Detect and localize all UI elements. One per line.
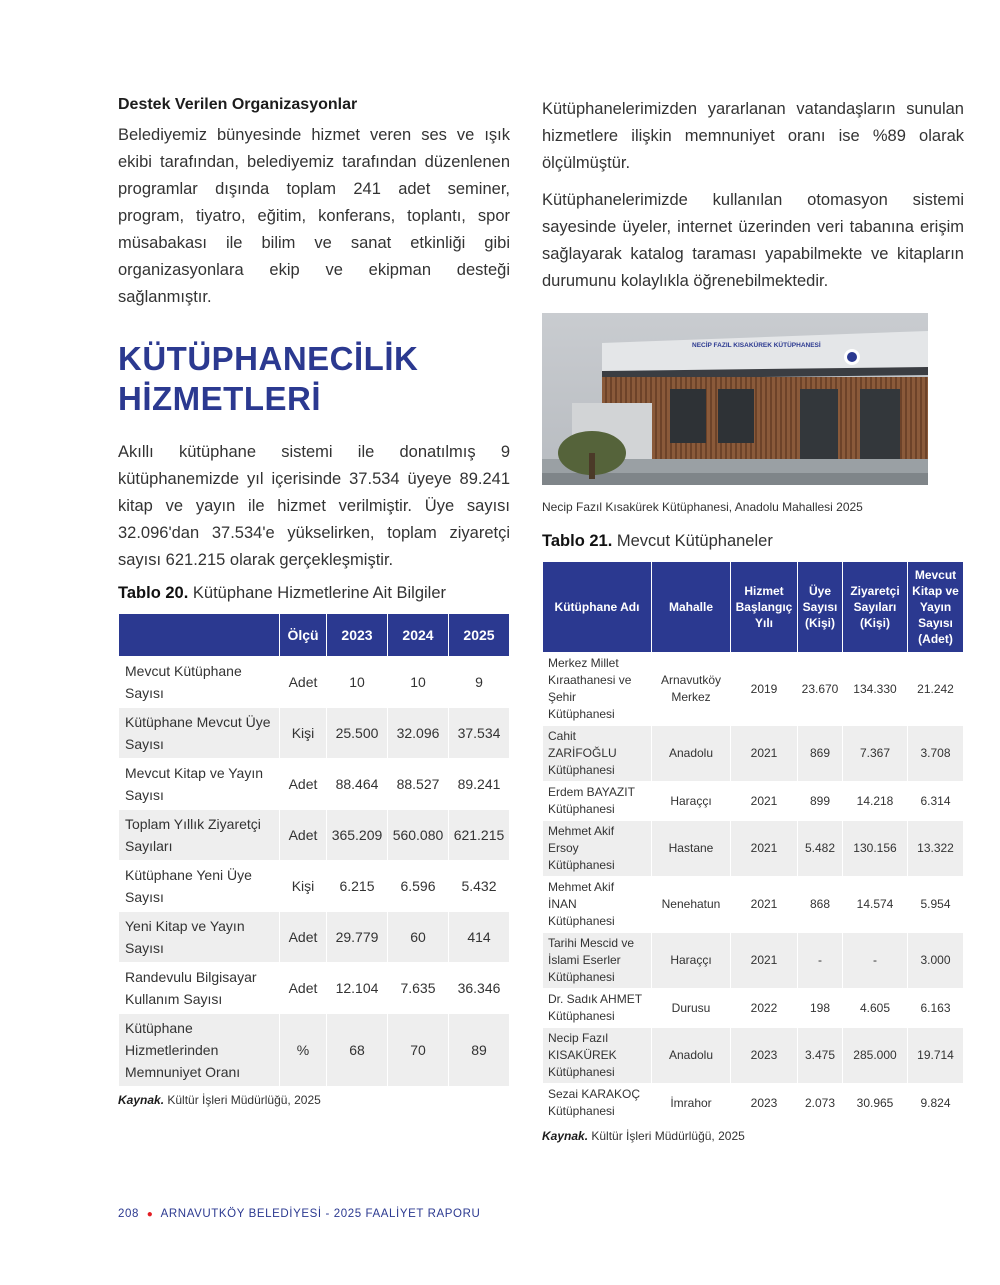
table-cell-name: Sezai KARAKOÇ Kütüphanesi: [543, 1084, 652, 1123]
table-cell-year: 2021: [731, 877, 798, 933]
table-cell-y2025: 36.346: [449, 963, 510, 1014]
table20-caption-text: Kütüphane Hizmetlerine Ait Bilgiler: [192, 584, 447, 602]
building-sign-text: NECİP FAZIL KISAKÜREK KÜTÜPHANESİ: [692, 342, 821, 349]
table-row: [119, 810, 510, 861]
table-cell-y2025: 5.432: [449, 861, 510, 912]
table-cell-kitap: 19.714: [908, 1028, 964, 1084]
table-cell-uye: 5.482: [798, 821, 843, 877]
table-cell-name: Mehmet Akif Ersoy Kütüphanesi: [543, 821, 652, 877]
table-row: [543, 1084, 964, 1123]
table-header-cell: [119, 614, 280, 657]
table-cell-uye: 23.670: [798, 653, 843, 726]
table-cell-unit: Adet: [280, 759, 327, 810]
table-row: [543, 782, 964, 821]
footer-org: ARNAVUTKÖY BELEDİYESİ: [160, 1208, 322, 1220]
table-cell-kitap: 13.322: [908, 821, 964, 877]
table-cell-unit: %: [280, 1014, 327, 1087]
table-cell-label: Mevcut Kütüphane Sayısı: [119, 657, 280, 708]
table-cell-unit: Adet: [280, 963, 327, 1014]
table-header-cell: Kütüphane Adı: [543, 562, 652, 653]
page-title-line-2: HİZMETLERİ: [118, 380, 321, 417]
table-cell-y2024: 560.080: [388, 810, 449, 861]
organizations-paragraph: Belediyemiz bünyesinde hizmet veren ses ve ışık ekibi tarafından, belediyemiz tarafından düzenlenen programlar dışında toplam 241 adet seminer, program, tiyatro, eğitim, konferans, toplantı, spor müsabakası ile bilim ve sanat etkinliği gibi organizasyonlara ekip ve ekipman desteği sağlanmıştır.: [118, 126, 510, 306]
table-cell-mahalle: Arnavutköy Merkez: [652, 653, 731, 726]
table-cell-year: 2021: [731, 726, 798, 782]
page-footer: [118, 1208, 480, 1220]
table-row: [543, 821, 964, 877]
table-cell-ziyaretci: 4.605: [843, 989, 908, 1028]
table-cell-year: 2021: [731, 821, 798, 877]
table-row: [119, 759, 510, 810]
table-cell-y2024: 70: [388, 1014, 449, 1087]
table-cell-y2025: 37.534: [449, 708, 510, 759]
table-cell-name: Erdem BAYAZIT Kütüphanesi: [543, 782, 652, 821]
table20-body: [119, 657, 510, 1087]
table-header-cell: Üye Sayısı (Kişi): [798, 562, 843, 653]
table-cell-y2023: 6.215: [327, 861, 388, 912]
table-row: [119, 861, 510, 912]
table-header-row: [543, 562, 964, 653]
table-cell-label: Mevcut Kitap ve Yayın Sayısı: [119, 759, 280, 810]
table-cell-y2025: 89.241: [449, 759, 510, 810]
table-cell-year: 2023: [731, 1028, 798, 1084]
table-cell-kitap: 5.954: [908, 877, 964, 933]
footer-report: 2025 FAALİYET RAPORU: [333, 1208, 481, 1220]
bullet-dot-icon: ●: [146, 1209, 154, 1220]
table-row: [119, 708, 510, 759]
table-cell-ziyaretci: 30.965: [843, 1084, 908, 1123]
table-cell-y2023: 88.464: [327, 759, 388, 810]
left-column: [118, 96, 510, 1107]
table-cell-unit: Kişi: [280, 861, 327, 912]
table-cell-name: Necip Fazıl KISAKÜREK Kütüphanesi: [543, 1028, 652, 1084]
table-cell-y2023: 12.104: [327, 963, 388, 1014]
table-header-cell: Mevcut Kitap ve Yayın Sayısı (Adet): [908, 562, 964, 653]
table-row: [119, 1014, 510, 1087]
libraries-table: [542, 561, 964, 1123]
satisfaction-paragraph: Kütüphanelerimizden yararlanan vatandaşların sunulan hizmetlere ilişkin memnuniyet oranı ise %89 olarak ölçülmüştür.: [542, 100, 964, 172]
library-building-photo: [542, 313, 928, 485]
table-cell-name: Dr. Sadık AHMET Kütüphanesi: [543, 989, 652, 1028]
photo-caption: Necip Fazıl Kısakürek Kütüphanesi, Anadolu Mahallesi 2025: [542, 500, 863, 514]
table-cell-uye: 868: [798, 877, 843, 933]
source-text: Kültür İşleri Müdürlüğü, 2025: [591, 1129, 745, 1143]
table-cell-uye: 3.475: [798, 1028, 843, 1084]
page-number: 208: [118, 1208, 139, 1220]
table-cell-y2025: 89: [449, 1014, 510, 1087]
table-cell-label: Yeni Kitap ve Yayın Sayısı: [119, 912, 280, 963]
table21-source: [542, 1129, 964, 1143]
right-column: [542, 96, 964, 1143]
table-cell-ziyaretci: 130.156: [843, 821, 908, 877]
table-cell-uye: -: [798, 933, 843, 989]
table-header-cell: 2025: [449, 614, 510, 657]
table-row: [543, 877, 964, 933]
table-header-row: [119, 614, 510, 657]
table21-caption-number: Tablo 21.: [542, 532, 613, 550]
table-cell-unit: Adet: [280, 810, 327, 861]
table-cell-kitap: 6.314: [908, 782, 964, 821]
table-cell-label: Randevulu Bilgisayar Kullanım Sayısı: [119, 963, 280, 1014]
table-cell-name: Merkez Millet Kıraathanesi ve Şehir Kütüphanesi: [543, 653, 652, 726]
table-cell-name: Mehmet Akif İNAN Kütüphanesi: [543, 877, 652, 933]
table-header-cell: 2024: [388, 614, 449, 657]
table-cell-kitap: 3.000: [908, 933, 964, 989]
table21-caption-text: Mevcut Kütüphaneler: [616, 532, 773, 550]
library-services-table: [118, 613, 510, 1087]
table-row: [119, 912, 510, 963]
table-cell-year: 2021: [731, 782, 798, 821]
table-cell-ziyaretci: 14.574: [843, 877, 908, 933]
table-cell-y2025: 9: [449, 657, 510, 708]
table-cell-year: 2022: [731, 989, 798, 1028]
table20-caption: [118, 584, 510, 603]
table-cell-y2023: 365.209: [327, 810, 388, 861]
table-cell-y2024: 10: [388, 657, 449, 708]
table-cell-kitap: 3.708: [908, 726, 964, 782]
table-cell-mahalle: Anadolu: [652, 1028, 731, 1084]
table-cell-mahalle: Anadolu: [652, 726, 731, 782]
table21-body: [543, 653, 964, 1123]
table-cell-mahalle: Haraççı: [652, 933, 731, 989]
table-cell-mahalle: Hastane: [652, 821, 731, 877]
table-cell-uye: 899: [798, 782, 843, 821]
table-cell-y2024: 88.527: [388, 759, 449, 810]
table-cell-unit: Kişi: [280, 708, 327, 759]
table-header-cell: 2023: [327, 614, 388, 657]
table-row: [543, 933, 964, 989]
table-cell-y2023: 29.779: [327, 912, 388, 963]
table-cell-y2023: 68: [327, 1014, 388, 1087]
table-cell-unit: Adet: [280, 657, 327, 708]
table-header-cell: Mahalle: [652, 562, 731, 653]
table-cell-uye: 2.073: [798, 1084, 843, 1123]
table-cell-kitap: 6.163: [908, 989, 964, 1028]
table-cell-label: Kütüphane Hizmetlerinden Memnuniyet Oranı: [119, 1014, 280, 1087]
table-row: [543, 1028, 964, 1084]
table-cell-uye: 869: [798, 726, 843, 782]
table-cell-mahalle: Nenehatun: [652, 877, 731, 933]
table-header-cell: Ölçü: [280, 614, 327, 657]
table-cell-ziyaretci: 285.000: [843, 1028, 908, 1084]
table-cell-ziyaretci: -: [843, 933, 908, 989]
table-cell-name: Tarihi Mescid ve İslami Eserler Kütüphanesi: [543, 933, 652, 989]
table20-caption-number: Tablo 20.: [118, 584, 189, 602]
table-cell-year: 2023: [731, 1084, 798, 1123]
table20-source: [118, 1093, 510, 1107]
library-summary-paragraph: Akıllı kütüphane sistemi ile donatılmış 9 kütüphanemizde yıl içerisinde 37.534 üyeye 89.241 kitap ve yayın ile hizmet verilmiştir. Üye sayısı 32.096'dan 37.534'e yükselirken, toplam ziyaretçi sayısı 621.215 olarak gerçekleşmiştir.: [118, 443, 510, 569]
page-title: [118, 339, 510, 419]
table-cell-label: Kütüphane Yeni Üye Sayısı: [119, 861, 280, 912]
table-cell-y2025: 414: [449, 912, 510, 963]
table-cell-ziyaretci: 7.367: [843, 726, 908, 782]
table-row: [119, 657, 510, 708]
table-cell-year: 2021: [731, 933, 798, 989]
table-row: [543, 989, 964, 1028]
footer-separator: -: [325, 1208, 330, 1220]
table-cell-y2024: 32.096: [388, 708, 449, 759]
table-row: [543, 726, 964, 782]
table-header-cell: Hizmet Başlangıç Yılı: [731, 562, 798, 653]
table-cell-y2024: 60: [388, 912, 449, 963]
table-cell-uye: 198: [798, 989, 843, 1028]
table-cell-y2023: 25.500: [327, 708, 388, 759]
table-cell-unit: Adet: [280, 912, 327, 963]
automation-paragraph: Kütüphanelerimizde kullanılan otomasyon sistemi sayesinde üyeler, internet üzerinden veri tabanına erişim sağlayarak katalog taraması yapabilmekte ve kitapların durumunu kolaylıkla öğrenebilmektedir.: [542, 191, 964, 290]
table-cell-label: Toplam Yıllık Ziyaretçi Sayıları: [119, 810, 280, 861]
table-cell-mahalle: Haraççı: [652, 782, 731, 821]
table-cell-label: Kütüphane Mevcut Üye Sayısı: [119, 708, 280, 759]
source-text: Kültür İşleri Müdürlüğü, 2025: [167, 1093, 321, 1107]
source-label: Kaynak.: [118, 1093, 165, 1107]
page-title-line-1: KÜTÜPHANECİLİK: [118, 340, 419, 377]
section-subheading: Destek Verilen Organizasyonlar: [118, 96, 358, 113]
table-cell-y2023: 10: [327, 657, 388, 708]
table-cell-y2025: 621.215: [449, 810, 510, 861]
table-cell-kitap: 21.242: [908, 653, 964, 726]
table-cell-year: 2019: [731, 653, 798, 726]
table-row: [119, 963, 510, 1014]
table-cell-mahalle: İmrahor: [652, 1084, 731, 1123]
table-cell-kitap: 9.824: [908, 1084, 964, 1123]
table-cell-ziyaretci: 134.330: [843, 653, 908, 726]
table-row: [543, 653, 964, 726]
table-cell-y2024: 7.635: [388, 963, 449, 1014]
source-label: Kaynak.: [542, 1129, 589, 1143]
table-header-cell: Ziyaretçi Sayıları (Kişi): [843, 562, 908, 653]
table21-caption: [542, 532, 964, 551]
table-cell-mahalle: Durusu: [652, 989, 731, 1028]
table-cell-y2024: 6.596: [388, 861, 449, 912]
table-cell-name: Cahit ZARİFOĞLU Kütüphanesi: [543, 726, 652, 782]
table-cell-ziyaretci: 14.218: [843, 782, 908, 821]
